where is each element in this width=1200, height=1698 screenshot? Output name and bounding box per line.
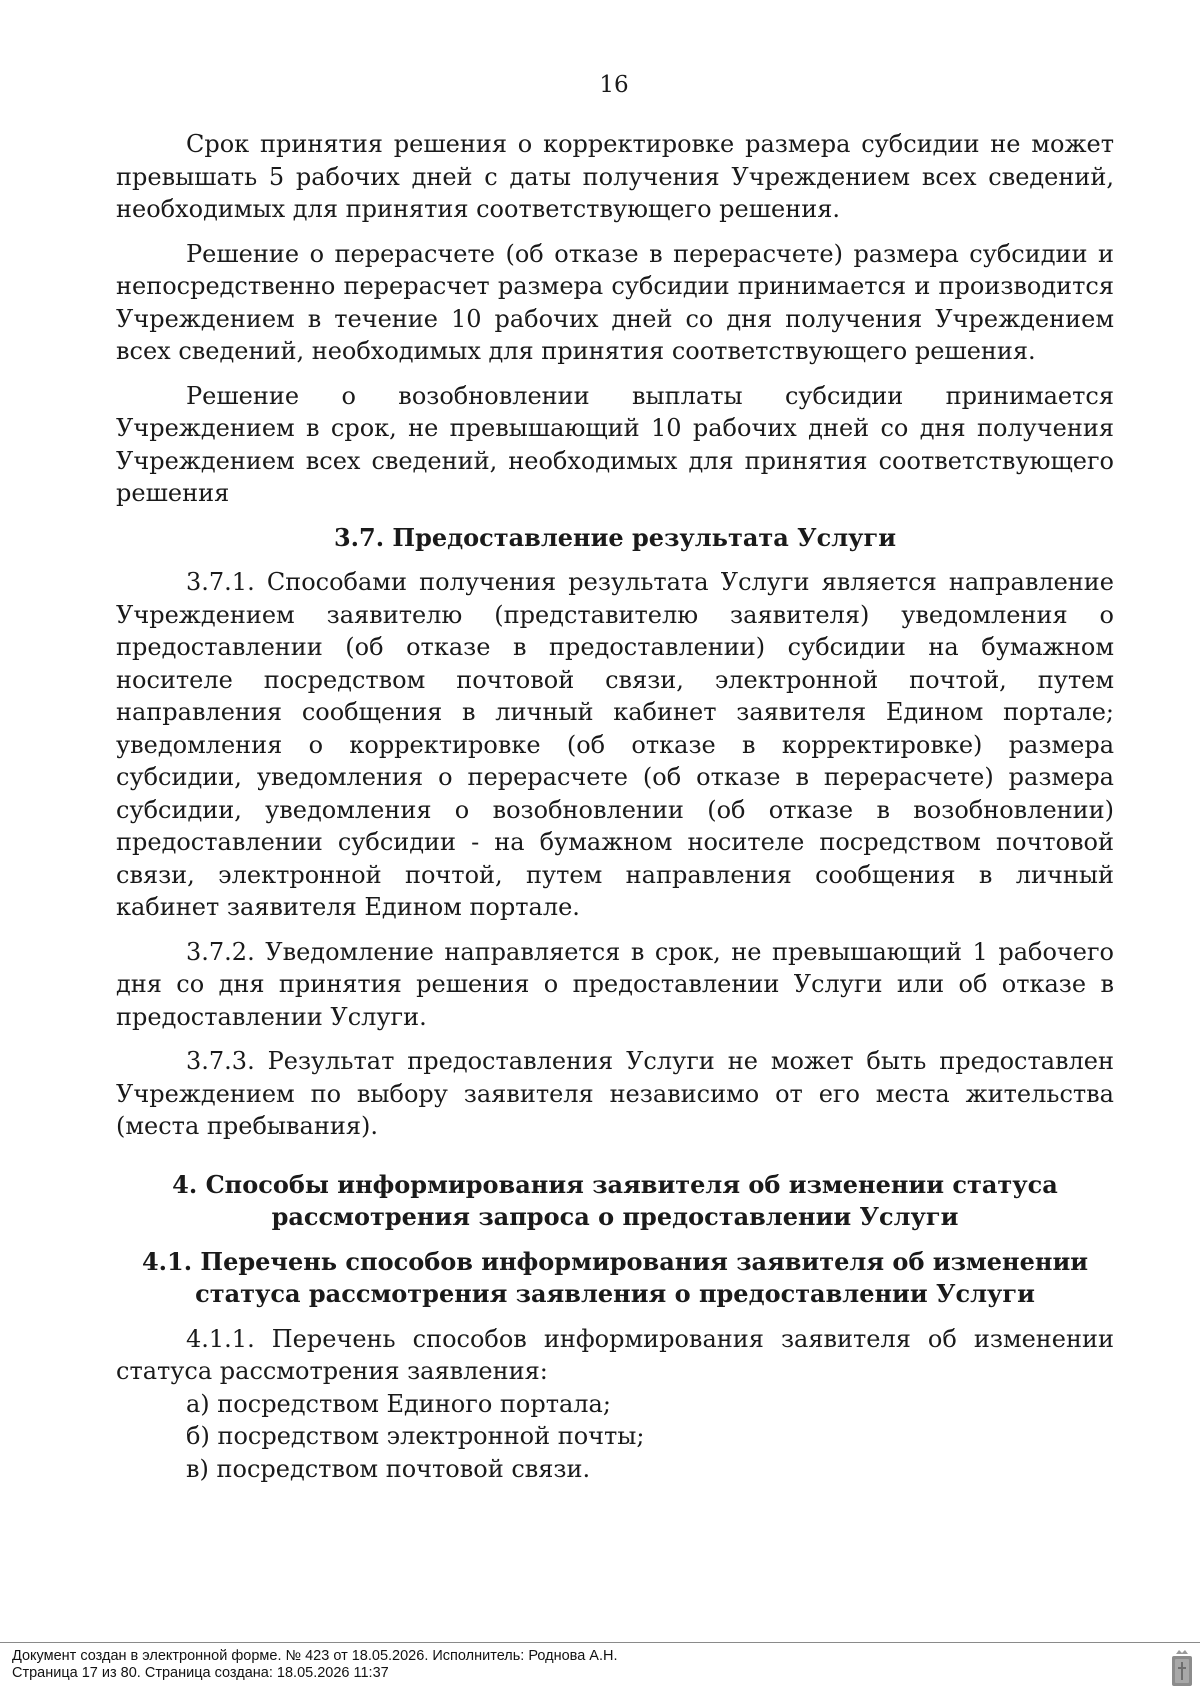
coat-of-arms-icon: [1170, 1650, 1194, 1688]
footer-document-info: Документ создан в электронной форме. № 423 от 18.05.2026. Исполнитель: Роднова А.Н.: [12, 1648, 618, 1664]
informing-methods-list: [116, 1388, 1114, 1486]
list-item: в) посредством почтовой связи.: [186, 1454, 591, 1483]
section-heading-4: 4. Способы информирования заявителя об изменении статуса рассмотрения запроса о предоставлении Услуги: [172, 1169, 1058, 1231]
paragraph-3-7-3: 3.7.3. Результат предоставления Услуги не может быть предоставлен Учреждением по выбору заявителя независимо от его места жительства (места пребывания).: [116, 1047, 1114, 1140]
section-heading-4-1: 4.1. Перечень способов информирования заявителя об изменении статуса рассмотрения заявления о предоставлении Услуги: [141, 1246, 1089, 1308]
footer-divider: [0, 1642, 1200, 1643]
paragraph-decision-resumption: Решение о возобновлении выплаты субсидии принимается Учреждением в срок, не превышающий 10 рабочих дней со дня получения Учреждением всех сведений, необходимых для принятия соответствующего решения: [116, 381, 1114, 507]
paragraph-3-7-1: 3.7.1. Способами получения результата Услуги является направление Учреждением заявителю (представителю заявителя) уведомления о предоставлении (об отказе в предоставлении) субсидии на бумажном носителе посредством почтовой связи, электронной почтой, путем направления сообщения в личный кабинет заявителя Едином портале; уведомления о корректировке (об отказе в корректировке) размера субсидии, уведомления о перерасчете (об отказе в перерасчете) размера субсидии, уведомления о возобновлении (об отказе в возобновлении) предоставлении субсидии - на бумажном носителе посредством почтовой связи, электронной почтой, путем направления сообщения в личный кабинет заявителя Едином портале.: [116, 568, 1114, 921]
paragraph-decision-correction: Срок принятия решения о корректировке размера субсидии не может превышать 5 рабочих дней с даты получения Учреждением всех сведений, необходимых для принятия соответствующего решения.: [116, 130, 1114, 223]
paragraph-4-1-1: 4.1.1. Перечень способов информирования заявителя об изменении статуса рассмотрения заявления:: [116, 1324, 1114, 1385]
page-number: 16: [599, 72, 629, 98]
paragraph-decision-recalculation: Решение о перерасчете (об отказе в перерасчете) размера субсидии и непосредственно перерасчет размера субсидии принимается и производится Учреждением в течение 10 рабочих дней со дня получения Учреждением всех сведений, необходимых для принятия соответствующего решения.: [116, 239, 1114, 365]
footer-page-info: Страница 17 из 80. Страница создана: 18.05.2026 11:37: [12, 1665, 389, 1681]
document-footer: [12, 1648, 618, 1682]
document-body: [116, 128, 1114, 1485]
section-heading-3-7: 3.7. Предоставление результата Услуги: [333, 522, 897, 552]
paragraph-3-7-2: 3.7.2. Уведомление направляется в срок, не превышающий 1 рабочего дня со дня принятия решения о предоставлении Услуги или об отказе в предоставлении Услуги.: [116, 937, 1114, 1031]
list-item: а) посредством Единого портала;: [186, 1389, 611, 1418]
list-item: б) посредством электронной почты;: [186, 1422, 645, 1450]
